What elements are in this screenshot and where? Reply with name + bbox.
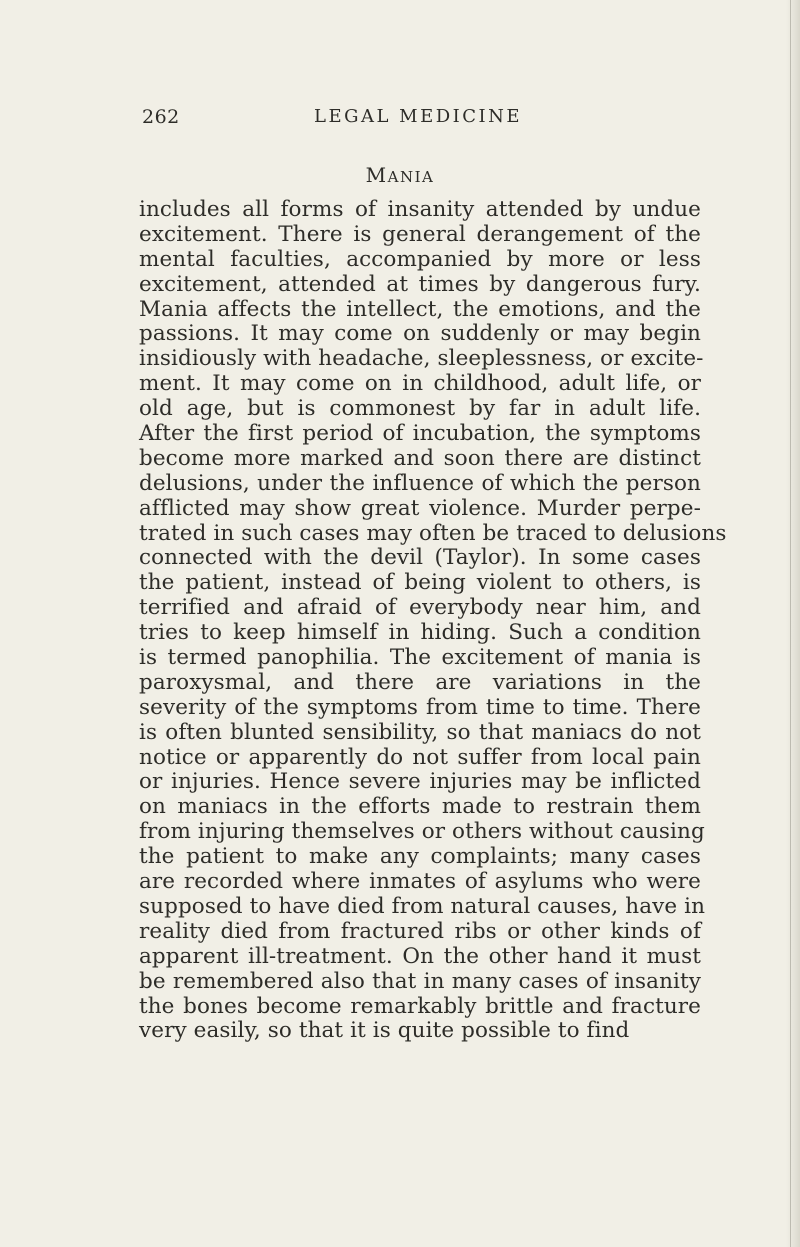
text-line: excitement, attended at times by dangerous fury. bbox=[139, 271, 701, 297]
text-line: is often blunted sensibility, so that maniacs do not bbox=[139, 719, 701, 745]
text-line: mental faculties, accompanied by more or less bbox=[139, 246, 701, 272]
text-line: connected with the devil (Taylor). In some cases bbox=[139, 545, 701, 571]
text-line: supposed to have died from natural causes, have in bbox=[139, 893, 706, 919]
text-line: afflicted may show great violence. Murder perpe- bbox=[139, 495, 701, 521]
text-line: notice or apparently do not suffer from local pain bbox=[139, 744, 701, 770]
text-line: on maniacs in the efforts made to restrain them bbox=[139, 794, 701, 820]
text-line: or injuries. Hence severe injuries may be inflicted bbox=[139, 769, 701, 795]
text-line: excitement. There is general derangement of the bbox=[139, 221, 701, 247]
text-line: passions. It may come on suddenly or may begin bbox=[139, 321, 701, 347]
text-line: the patient to make any complaints; many cases bbox=[139, 844, 701, 870]
text-line: Mania affects the intellect, the emotions, and the bbox=[139, 296, 701, 322]
text-line: from injuring themselves or others without causing bbox=[139, 819, 705, 845]
text-line: paroxysmal, and there are variations in the bbox=[139, 669, 701, 695]
text-line: is termed panophilia. The excitement of mania is bbox=[139, 645, 701, 671]
text-line: are recorded where inmates of asylums who were bbox=[139, 869, 701, 895]
body-paragraph bbox=[139, 197, 727, 1044]
text-line: After the first period of incubation, the symptoms bbox=[139, 421, 701, 447]
text-line: very easily, so that it is quite possible to find bbox=[139, 1018, 630, 1044]
text-line: includes all forms of insanity attended by undue bbox=[139, 197, 701, 222]
text-line: the bones become remarkably brittle and fracture bbox=[139, 993, 701, 1019]
text-line: apparent ill-treatment. On the other hand it must bbox=[139, 943, 701, 969]
text-line: old age, but is commonest by far in adult life. bbox=[139, 396, 701, 422]
text-line: ment. It may come on in childhood, adult life, or bbox=[139, 371, 701, 397]
text-line: severity of the symptoms from time to time. There bbox=[139, 694, 701, 720]
text-line: be remembered also that in many cases of insanity bbox=[139, 968, 701, 994]
text-line: trated in such cases may often be traced to delusions bbox=[139, 520, 727, 546]
text-line: insidiously with headache, sleeplessness, or excite- bbox=[139, 346, 704, 372]
text-line: become more marked and soon there are distinct bbox=[139, 445, 701, 471]
text-line: delusions, under the influence of which the person bbox=[139, 470, 701, 496]
text-line: terrified and afraid of everybody near him, and bbox=[139, 595, 701, 621]
text-line: the patient, instead of being violent to others, is bbox=[139, 570, 701, 596]
page-number: 262 bbox=[142, 106, 180, 128]
text-line: tries to keep himself in hiding. Such a condition bbox=[139, 620, 701, 646]
running-head bbox=[142, 106, 662, 130]
page-edge bbox=[786, 0, 800, 1247]
section-heading: MANIA bbox=[365, 163, 435, 187]
text-line: reality died from fractured ribs or other kinds of bbox=[139, 918, 701, 944]
running-title: LEGAL MEDICINE bbox=[314, 106, 523, 127]
